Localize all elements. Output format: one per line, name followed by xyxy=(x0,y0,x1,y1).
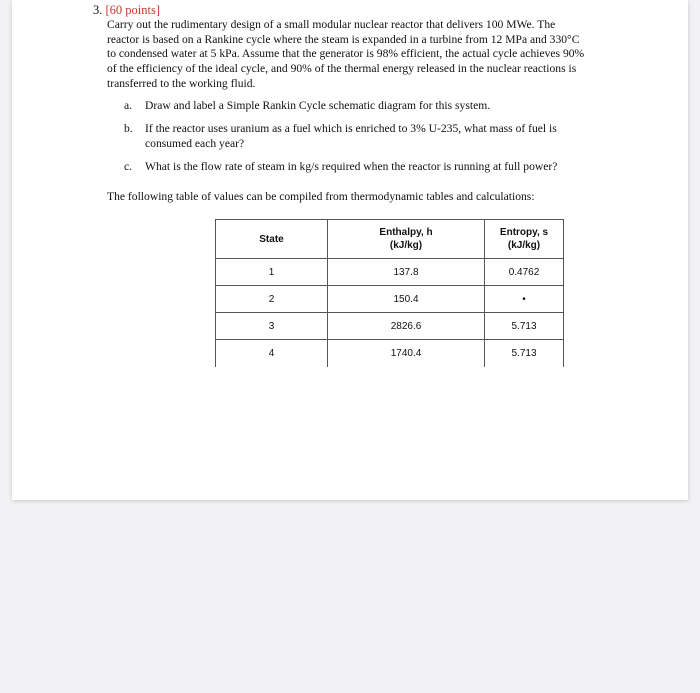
paragraph-line: of the efficiency of the ideal cycle, and 90% of the thermal energy released in the nuclear reactions is xyxy=(107,62,577,76)
cell-enthalpy: 2826.6 xyxy=(328,313,485,340)
table-row xyxy=(216,286,564,313)
header-entropy-unit: (kJ/kg) xyxy=(507,240,541,251)
header-state: State xyxy=(216,220,328,259)
cell-enthalpy: 1740.4 xyxy=(328,340,485,368)
table-row xyxy=(216,259,564,286)
header-enthalpy xyxy=(328,220,485,259)
question-number: 3. xyxy=(93,3,103,17)
question-paragraph xyxy=(107,18,632,92)
question-points: [60 points] xyxy=(105,3,161,17)
document-page xyxy=(12,0,688,500)
part-label: b. xyxy=(124,122,133,135)
part-label: c. xyxy=(124,160,133,173)
table-header-row xyxy=(216,220,564,259)
cell-entropy: 0.4762 xyxy=(485,259,564,286)
table-row xyxy=(216,313,564,340)
table-intro: The following table of values can be compiled from thermodynamic tables and calculations: xyxy=(107,190,535,203)
part-text: If the reactor uses uranium as a fuel which is enriched to 3% U-235, what mass of fuel is xyxy=(145,122,557,135)
header-enthalpy-text: Enthalpy, h xyxy=(379,227,433,238)
cell-enthalpy: 137.8 xyxy=(328,259,485,286)
cell-state: 3 xyxy=(216,313,328,340)
paragraph-line: Carry out the rudimentary design of a small modular nuclear reactor that delivers 100 MWe. The xyxy=(107,18,556,31)
paragraph-line: reactor is based on a Rankine cycle where the steam is expanded in a turbine from 12 MPa and 330°C xyxy=(107,32,580,46)
paragraph-line: transferred to the working fluid. xyxy=(107,76,256,90)
cell-state: 2 xyxy=(216,286,328,313)
header-entropy xyxy=(485,220,564,259)
header-enthalpy-name xyxy=(328,226,484,239)
paragraph-line: to condensed water at 5 kPa. Assume that the generator is 98% efficient, the actual cycle achieves 90% xyxy=(107,47,585,61)
part-text: consumed each year? xyxy=(145,136,245,150)
question-header xyxy=(93,3,160,18)
cell-entropy: 5.713 xyxy=(485,340,564,368)
cell-state: 1 xyxy=(216,259,328,286)
header-enthalpy-unit: (kJ/kg) xyxy=(389,240,423,251)
part-text: Draw and label a Simple Rankin Cycle schematic diagram for this system. xyxy=(145,99,491,112)
part-text: What is the flow rate of steam in kg/s required when the reactor is running at full power? xyxy=(145,160,558,173)
cell-entropy: • xyxy=(485,286,564,313)
header-entropy-name: Entropy, s xyxy=(499,227,549,238)
part-label: a. xyxy=(124,99,133,112)
cell-entropy: 5.713 xyxy=(485,313,564,340)
cell-state: 4 xyxy=(216,340,328,368)
cell-enthalpy: 150.4 xyxy=(328,286,485,313)
thermo-table xyxy=(215,219,564,367)
table-row xyxy=(216,340,564,368)
